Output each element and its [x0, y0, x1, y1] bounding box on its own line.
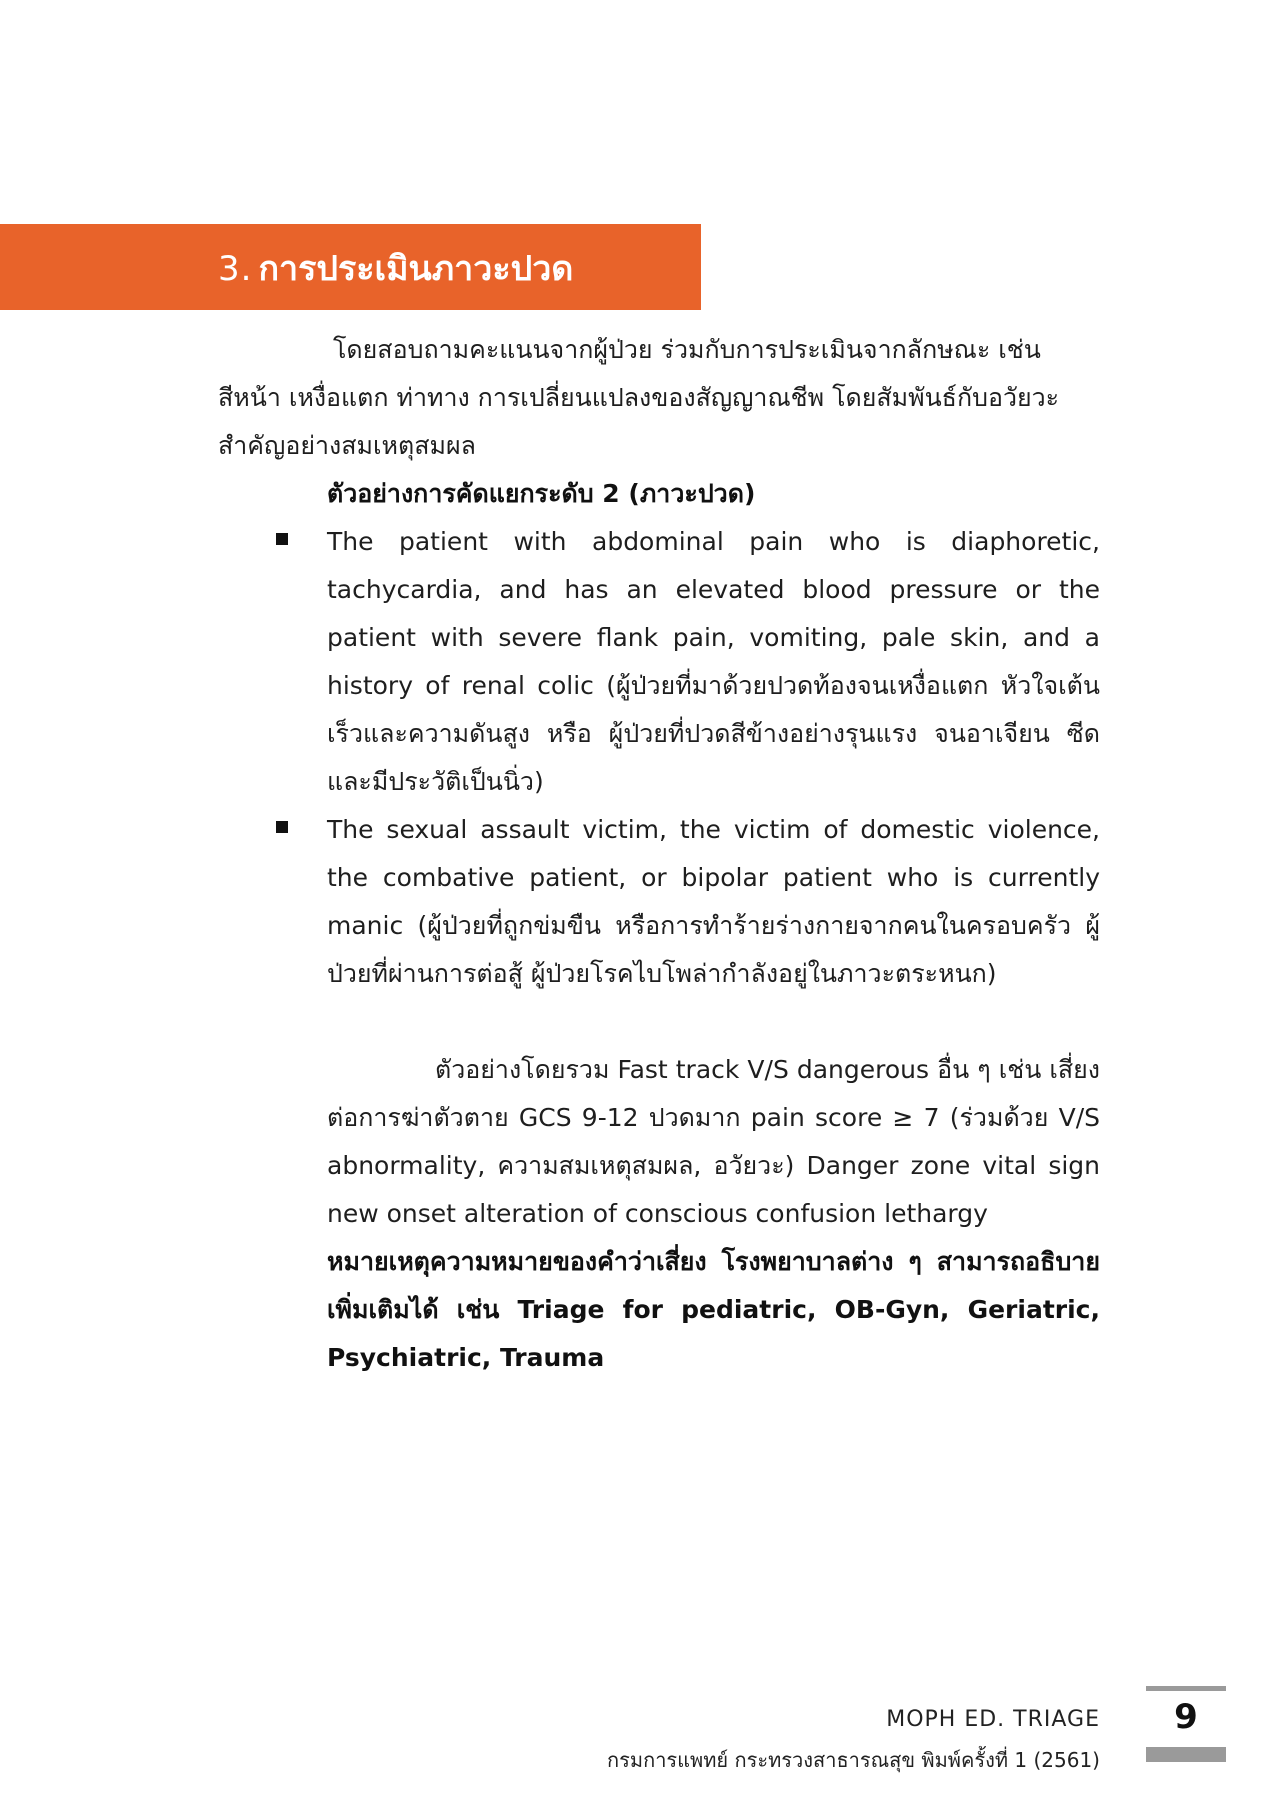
- square-bullet-icon: [276, 821, 288, 833]
- bullet-text: The patient with abdominal pain who is diaphoretic, tachycardia, and has an elevated blood pressure or the patient with severe flank pain, vomiting, pale skin, and a history of renal colic (ผู้ป่วยที่มาด้วยปวดท้องจนเหงื่อแตก หัวใจเต้นเร็วและความดันสูง หรือ ผู้ป่วยที่ปวดสีข้างอย่างรุนแรง จนอาเจียน ซีด และมีประวัติเป็นนิ่ว): [327, 527, 1100, 796]
- bullet-text: The sexual assault victim, the victim of domestic violence, the combative patient, or bipolar patient who is currently manic (ผู้ป่วยที่ถูกข่มขืน หรือการทำร้ายร่างกายจากคนในครอบครัว ผู้ป่วยที่ผ่านการต่อสู้ ผู้ป่วยโรคไบโพล่ากำลังอยู่ในภาวะตระหนก): [327, 815, 1100, 988]
- list-item: [327, 518, 1100, 806]
- section-title-text: การประเมินภาวะปวด: [258, 249, 574, 289]
- intro-line-1: โดยสอบถามคะแนนจากผู้ป่วย ร่วมกับการประเมินจากลักษณะ เช่น: [333, 335, 1041, 364]
- general-text: ตัวอย่างโดยรวม Fast track V/S dangerous อื่น ๆ เช่น เสี่ยงต่อการฆ่าตัวตาย GCS 9-12 ปวดมาก pain score ≥ 7 (ร่วมด้วย V/S abnormality, ความสมเหตุสมผล, อวัยวะ) Danger zone vital sign new onset alteration of conscious confusion lethargy: [327, 1055, 1100, 1228]
- page-number: 9: [1174, 1697, 1198, 1737]
- bullet-list: [327, 518, 1100, 998]
- footer-title: MOPH ED. TRIAGE: [886, 1707, 1100, 1732]
- general-examples: [327, 1046, 1100, 1382]
- section-number: 3.: [218, 249, 253, 289]
- examples-subheading: ตัวอย่างการคัดแยกระดับ 2 (ภาวะปวด): [327, 479, 756, 508]
- intro-line-3: สำคัญอย่างสมเหตุสมผล: [218, 431, 476, 460]
- intro-line-2: สีหน้า เหงื่อแตก ท่าทาง การเปลี่ยนแปลงของสัญญาณชีพ โดยสัมพันธ์กับอวัยวะ: [218, 383, 1060, 412]
- list-item: [327, 806, 1100, 998]
- intro-paragraph: [218, 326, 1100, 470]
- note-text: หมายเหตุความหมายของคำว่าเสี่ยง โรงพยาบาลต่าง ๆ สามารถอธิบายเพิ่มเติมได้ เช่น Triage for pediatric, OB-Gyn, Geriatric, Psychiatric, Trauma: [327, 1247, 1100, 1372]
- square-bullet-icon: [276, 533, 288, 545]
- section-title: [218, 244, 573, 294]
- footer-subtitle: กรมการแพทย์ กระทรวงสาธารณสุข พิมพ์ครั้งที่ 1 (2561): [607, 1748, 1100, 1772]
- page-number-bar-top: [1146, 1686, 1226, 1691]
- page-number-bar-bottom: [1146, 1747, 1226, 1762]
